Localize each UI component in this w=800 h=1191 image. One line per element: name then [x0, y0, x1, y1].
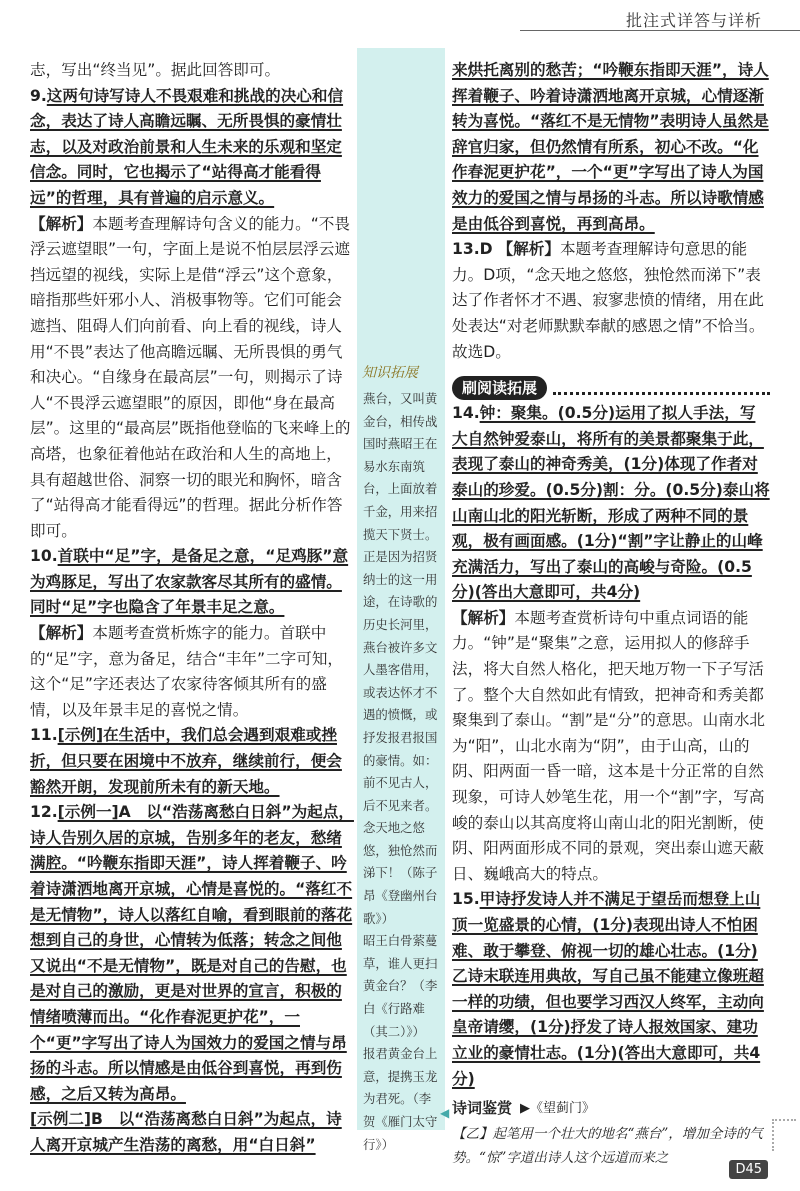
q9-analysis-block: [30, 212, 355, 545]
q12-answer: [示例一]A 以“浩荡离愁白日斜”为起点，诗人告别久居的京城，告别多年的老友，愁绪满腔。“吟鞭东指即天涯”，诗人挥着鞭子、吟着诗潇洒地离开京城，心情是喜悦的。“落红不是无情物”，诗人以落红自喻，看到眼前的落花想到自己的身世，心情转为低落；转念之间他又说出“不是无情物”，既是对自己的告慰，也是对自己的激励，更是对世界的宣言，积极的情绪喷薄而出。“化作春泥更护花”，一个“更”字写出了诗人为国效力的爱国之情与昂扬的斗志。所以情感是由低谷到喜悦，再到伤感，之后又转为高昂。: [30, 803, 354, 1103]
knowledge-sidebar: [357, 48, 445, 1152]
q14-analysis-block: [452, 606, 770, 888]
q9-tag: 【解析】: [30, 214, 93, 233]
q13-block: [452, 237, 770, 365]
page-header: [520, 0, 800, 34]
q10-number: 10.: [30, 547, 58, 566]
q13-number: 13.: [452, 240, 480, 259]
q14-answer: 钟：聚集。(0.5分)运用了拟人手法，写大自然钟爱泰山，将所有的美景都聚集于此，表现了泰山的神奇秀美，(1分)体现了作者对泰山的珍爱。(0.5分)割：分。(0.5分)泰山将山南山北的阳光斩断，形成了两种不同的景观，极有画面感。(1分)“割”字让静止的山峰充满活力，写出了泰山的高峻与奇险。(0.5分)(答出大意即可，共4分): [452, 404, 770, 602]
header-rule: [520, 30, 800, 31]
right-column: [452, 58, 770, 1170]
q12-block-2: [30, 1107, 355, 1158]
page-number: D45: [729, 1160, 768, 1179]
q10-block: [30, 544, 355, 621]
q11-number: 11.: [30, 726, 58, 745]
q13-tag: 【解析】: [497, 240, 560, 259]
appreciation-subtitle: ▶《望蓟门》: [520, 1101, 596, 1117]
corner-dots: [772, 1119, 796, 1151]
q10-analysis: 本题考查赏析炼字的能力。首联中的“足”字，意为备足，结合“丰年”二字可知，这个“足”字还表达了农家待客倾其所有的盛情，以及年景丰足的喜悦之情。: [30, 624, 344, 719]
banner-dots: [553, 382, 770, 395]
q14-number: 14.: [452, 404, 480, 423]
q13-analysis: 本题考查理解诗句意思的能力。D项，“念天地之悠悠，独怆然而涕下”表达了作者怀才不遇、寂寥悲愤的情绪，用在此处表达“对老师默默奉献的感恩之情”不恰当。故选D。: [452, 240, 765, 361]
q12-number: 12.: [30, 803, 58, 822]
header-title: 批注式详答与详析: [625, 11, 762, 30]
q14-block: [452, 401, 770, 606]
q13-answer: D: [479, 240, 493, 259]
appreciation-heading: [452, 1096, 770, 1122]
q9-answer: 这两句诗写诗人不畏艰难和挑战的决心和信念，表达了诗人高瞻远瞩、无所畏惧的豪情壮志，以及对政治前景和人生未来的乐观和坚定信念。同时，它也揭示了“站得高才能看得远”的哲理，具有普遍的启示意义。: [30, 86, 344, 207]
appreciation-tag: 诗词鉴赏: [452, 1099, 513, 1118]
q12-answer-2: [示例二]B 以“浩荡离愁白日斜”为起点，诗人离开京城产生浩荡的离愁，用“白日斜”: [30, 1110, 342, 1154]
left-column: [30, 58, 355, 1159]
q15-number: 15.: [452, 890, 480, 909]
q15-answer: 甲诗抒发诗人并不满足于望岳而想登上山顶一览盛景的心情，(1分)表现出诗人不怕困难、敢于攀登、俯视一切的雄心壮志。(1分)乙诗末联连用典故，写自己虽不能建立像班超一样的功绩，但也要学习西汉人终军，主动向皇帝请缨，(1分)抒发了诗人报效国家、建功立业的豪情壮志。(1分)(答出大意即可，共4分): [452, 890, 764, 1088]
cont-answer: 来烘托离别的愁苦；“吟鞭东指即天涯”，诗人挥着鞭子、吟着诗潇洒地离开京城，心情逐渐转为喜悦。“落红不是无情物”表明诗人虽然是辞官归家，但仍然情有所系，初心不改。“化作春泥更护花”，一个“更”字写出了诗人为国效力的爱国之情与昂扬的斗志。所以诗歌情感是由低谷到喜悦，再到高昂。: [452, 61, 769, 233]
q10-tag: 【解析】: [30, 624, 93, 643]
q9-number: 9.: [30, 86, 47, 105]
q11-answer: [示例]在生活中，我们总会遇到艰难或挫折，但只要在困境中不放弃，继续前行，便会豁然开朗，发现前所未有的新天地。: [30, 726, 342, 796]
q11-block: [30, 723, 355, 800]
q15-block: [452, 887, 770, 1092]
sidebar-text: 燕台，又叫黄金台，相传战国时燕昭王在易水东南筑台，上面放着千金，用来招揽天下贤士。正是因为招贤纳士的这一用途，在诗歌的历史长河里，燕台被许多文人墨客借用，或表达怀才不遇的愤慨，或抒发报君报国的豪情。如：前不见古人，后不见来者。念天地之悠悠，独怆然而涕下！（陈子昂《登幽州台歌》） 昭王白骨萦蔓草，谁人更扫黄金台？（李白《行路难（其二）》） 报君黄金台上意，提携玉龙为君死。（李贺《雁门太守行》）: [363, 391, 438, 1152]
sidebar-title: 知识拓展: [362, 365, 418, 381]
q14-tag: 【解析】: [452, 608, 515, 627]
q14-analysis: 本题考查赏析诗句中重点词语的能力。“钟”是“聚集”之意，运用拟人的修辞手法，将大自然人格化，把天地万物一下子写活了。整个大自然如此有情致，把神奇和秀美都聚集到了泰山。“割”是“分”的意思。山南水北为“阳”，山北水南为“阴”，由于山高，山的阴、阳两面一昏一暗，这本是十分正常的自然现象，可诗人妙笔生花，用一个“割”字，写高峻的泰山以其高度将山南山北的阳光割断，使阴、阳两面形成不同的景观，突出泰山遮天蔽日、巍峨高大的特点。: [452, 608, 766, 883]
banner-label: 刷阅读拓展: [452, 376, 547, 400]
intro-text: 志，写出“终当见”。据此回答即可。: [30, 61, 281, 79]
pointer-arrow-icon: ◀: [440, 1106, 450, 1120]
q12-block: [30, 800, 355, 1107]
q9-block: [30, 84, 355, 212]
appreciation-text: 【乙】起笔用一个壮大的地名“燕台”，增加全诗的气势。“惊”字道出诗人这个远道而来之: [452, 1125, 763, 1166]
q10-analysis-block: [30, 621, 355, 723]
reading-banner: [452, 375, 770, 401]
q9-analysis: 本题考查理解诗句含义的能力。“不畏浮云遮望眼”一句，字面上是说不怕层层浮云遮挡远望的视线，实际上是借“浮云”这个意象，暗指那些奸邪小人、消极事物等。它们可能会遮挡、阻碍人们向前看、向上看的视线，诗人用“不畏”表达了他高瞻远瞩、无所畏惧的勇气和决心。“自缘身在最高层”一句，则揭示了诗人“不畏浮云遮望眼”的原因，即他“身在最高层”。这里的“最高层”既指他登临的飞来峰上的高塔，也象征着他站在政治和人生的高地上，具有超越世俗、洞察一切的眼光和胸怀，暗含了“站得高才能看得远”的哲理。据此分析作答即可。: [30, 214, 351, 540]
cont-block: [452, 58, 770, 237]
q10-answer: 首联中“足”字，是备足之意，“足鸡豚”意为鸡豚足，写出了农家款客尽其所有的盛情。同时“足”字也隐含了年景丰足之意。: [30, 547, 349, 617]
